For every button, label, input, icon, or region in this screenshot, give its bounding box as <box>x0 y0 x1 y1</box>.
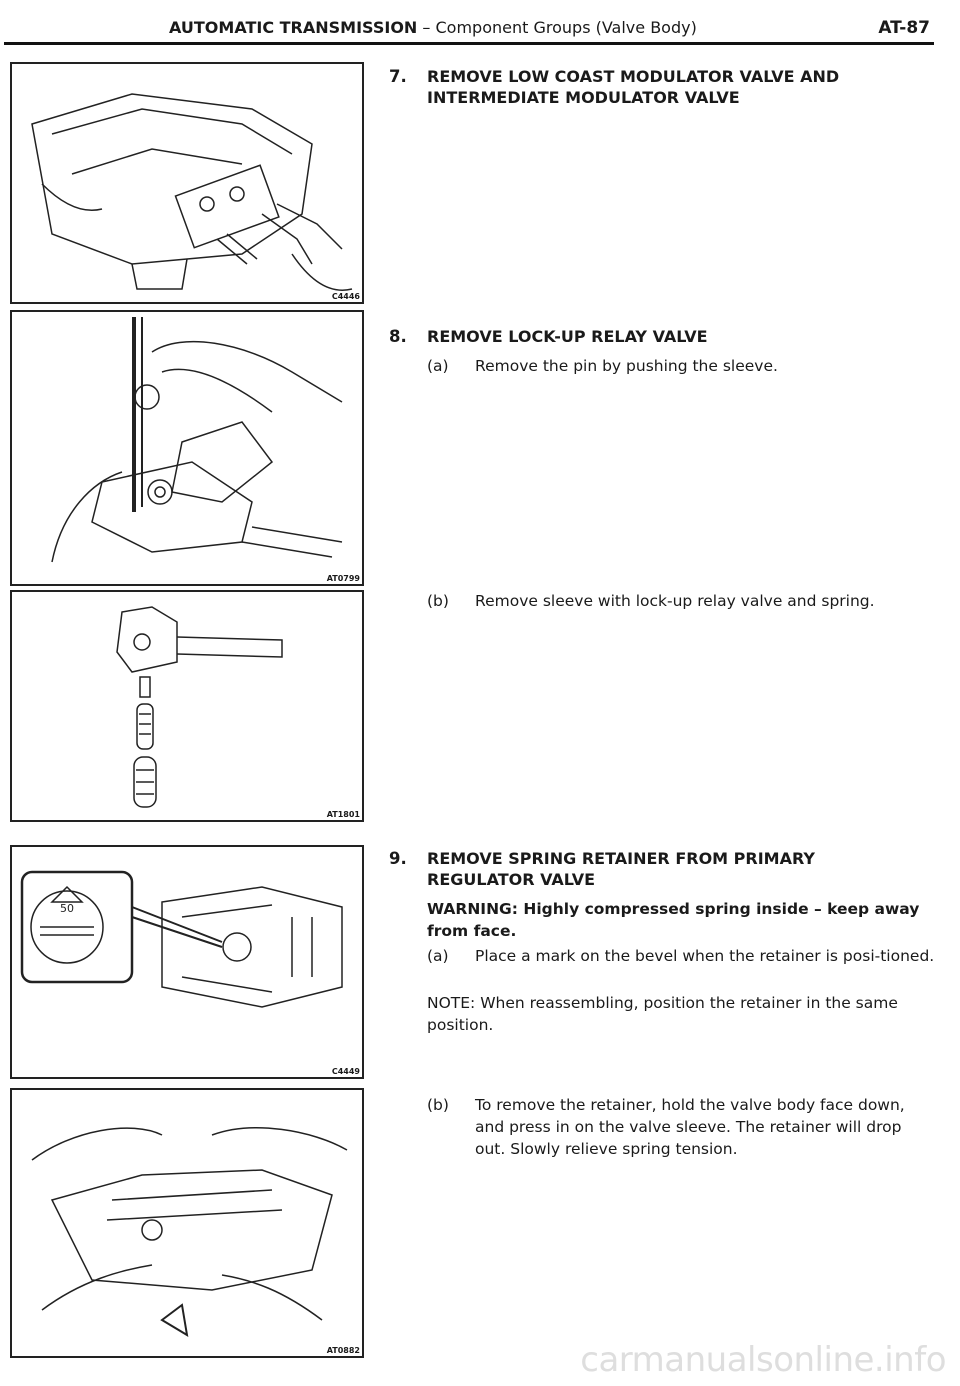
valve-body-illustration <box>12 64 362 302</box>
step-8-sub-b <box>427 590 935 612</box>
sub-text: Remove sleeve with lock-up relay valve and spring. <box>475 592 875 610</box>
figure-low-coast-modulator <box>10 62 364 304</box>
figure-code: C4446 <box>331 292 360 301</box>
sub-label: (b) <box>427 1096 449 1114</box>
sub-label: (a) <box>427 947 449 965</box>
header-title-rest: – Component Groups (Valve Body) <box>417 18 697 37</box>
sub-label: (a) <box>427 357 449 375</box>
watermark: carmanualsonline.info <box>580 1340 946 1380</box>
inset-label: 50 <box>60 902 74 915</box>
page-header <box>4 14 934 45</box>
step-9-sub-a <box>427 945 935 967</box>
figure-lock-up-relay-pin <box>10 310 364 586</box>
figure-retainer-removal <box>10 1088 364 1358</box>
step-8-sub-a <box>427 355 935 377</box>
figure-code: AT0799 <box>326 574 360 583</box>
header-title <box>169 18 697 37</box>
retainer-removal-illustration <box>12 1090 362 1356</box>
figure-code: AT0882 <box>326 1346 360 1355</box>
step-number: 9. <box>389 849 407 868</box>
step-9-sub-b <box>427 1094 935 1160</box>
step-heading: REMOVE SPRING RETAINER FROM PRIMARY REGULATOR VALVE <box>427 849 815 889</box>
pin-removal-illustration <box>12 312 362 584</box>
step-number: 7. <box>389 67 407 86</box>
figure-lock-up-relay-sleeve <box>10 590 364 822</box>
step-8 <box>389 326 934 347</box>
page-number: AT-87 <box>878 18 930 38</box>
step-9 <box>389 848 934 890</box>
step-7 <box>389 66 934 108</box>
retainer-mark-illustration <box>12 847 362 1077</box>
warning-text: WARNING: Highly compressed spring inside – keep away from face. <box>427 900 920 940</box>
note-text: NOTE: When reassembling, position the retainer in the same position. <box>427 994 898 1034</box>
step-heading: REMOVE LOW COAST MODULATOR VALVE AND INTERMEDIATE MODULATOR VALVE <box>427 67 840 107</box>
header-title-bold: AUTOMATIC TRANSMISSION <box>169 18 418 37</box>
sub-text: Place a mark on the bevel when the retainer is posi-tioned. <box>475 947 935 965</box>
sub-text: Remove the pin by pushing the sleeve. <box>475 357 778 375</box>
sub-label: (b) <box>427 592 449 610</box>
sub-text: To remove the retainer, hold the valve body face down, and press in on the valve sleeve. The retainer will drop out. Slowly relieve spring tension. <box>475 1096 905 1158</box>
sleeve-exploded-illustration <box>12 592 362 820</box>
figure-code: C4449 <box>331 1067 360 1076</box>
step-number: 8. <box>389 327 407 346</box>
step-heading: REMOVE LOCK-UP RELAY VALVE <box>427 327 708 346</box>
figure-code: AT1801 <box>326 810 360 819</box>
figure-spring-retainer-mark <box>10 845 364 1079</box>
